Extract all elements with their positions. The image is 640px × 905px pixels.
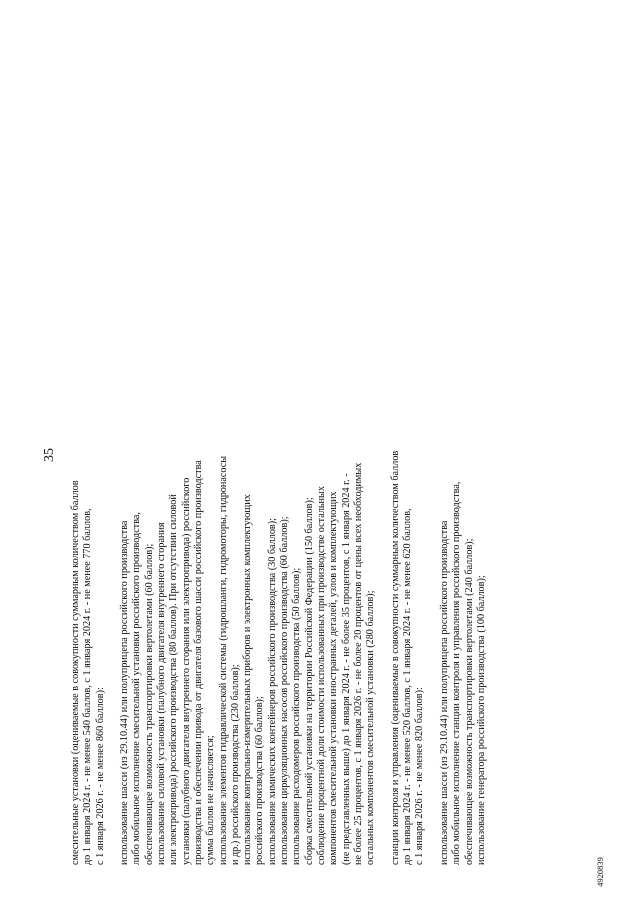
text-line: либо мобильное исполнение смесительной установки российского производства, <box>131 512 143 865</box>
text-line: с 1 января 2026 г. - не менее 820 баллов): <box>414 687 426 865</box>
text-line: станции контроля и управления (оцениваемые в совокупности суммарным количеством баллов <box>389 450 401 865</box>
document-body <box>70 0 630 905</box>
text-line: не более 25 процентов, с 1 января 2026 г. - не более 20 процентов от цены всех необходимых <box>352 462 364 865</box>
text-line: использование силовой установки (палубного двигателя внутреннего сгорания <box>156 522 168 865</box>
paragraph-gap <box>107 265 119 865</box>
paragraph-gap <box>427 265 439 865</box>
document-code: 4920839 <box>594 857 605 887</box>
text-line: обеспечивающее возможность транспортировки вертолетами (240 баллов); <box>463 538 475 865</box>
text-line: использование шасси (из 29.10.44) или полуприцепа российского производства <box>438 520 450 865</box>
text-line: соблюдение процентной доли стоимости использованных при производстве остальных <box>315 486 327 865</box>
text-line: до 1 января 2024 г. - не менее 520 баллов, с 1 января 2024 г. - не менее 620 баллов, <box>402 508 414 865</box>
paragraph-gap <box>377 265 389 865</box>
text-line: установки (палубного двигателя внутреннего сгорания или электропривода) российского <box>180 477 192 865</box>
text-line: или электропривода) российского производства (80 баллов). При отсутствии силовой <box>168 494 180 865</box>
text-line: использование циркуляционных насосов российского производства (60 баллов); <box>279 516 291 865</box>
text-line: использование элементов гидравлической системы (гидрошланги, гидромоторы, гидронасосы <box>217 455 229 865</box>
text-line: либо мобильное исполнение станции контроля и управления российского производства, <box>451 481 463 865</box>
text-line: до 1 января 2024 г. - не менее 540 баллов, с 1 января 2024 г. - не менее 770 баллов, <box>82 508 94 865</box>
text-line: использование генератора российского производства (100 баллов); <box>475 575 487 865</box>
text-line: с 1 января 2026 г. - не менее 860 баллов): <box>94 687 106 865</box>
text-line: (не представленных выше) до 1 января 2024 г. - не более 35 процентов, с 1 января 2024 г. - <box>340 473 352 865</box>
text-line: обеспечивающее возможность транспортировки вертолетами (60 баллов); <box>143 543 155 865</box>
text-line: использование шасси (из 29.10.44) или полуприцепа российского производства <box>119 520 131 865</box>
text-line: использование расходомеров российского производства (50 баллов); <box>291 567 303 865</box>
text-line: и др.) российского производства (230 баллов); <box>229 664 241 865</box>
page-number: 35 <box>42 448 57 462</box>
text-line: сумма баллов не начисляется; <box>205 735 217 865</box>
document-text <box>70 265 488 865</box>
text-line: компонентов смесительной установки иностранных деталей, узлов и комплектующих <box>328 491 340 865</box>
text-line: использование контрольно-измерительных приборов и электронных комплектующих <box>242 494 254 865</box>
text-line: смесительные установки (оцениваемые в совокупности суммарным количеством баллов <box>70 480 81 865</box>
text-line: российского производства (60 баллов); <box>254 696 266 865</box>
text-line: сборка смесительной установки на территории Российской Федерации (150 баллов); <box>303 497 315 865</box>
text-line: производства и обеспечении привода от двигателя базового шасси российского производства <box>192 460 204 865</box>
text-line: остальных компонентов смесительной установки (280 баллов); <box>365 590 377 865</box>
text-line: использование химических контейнеров российского производства (30 баллов); <box>266 518 278 865</box>
